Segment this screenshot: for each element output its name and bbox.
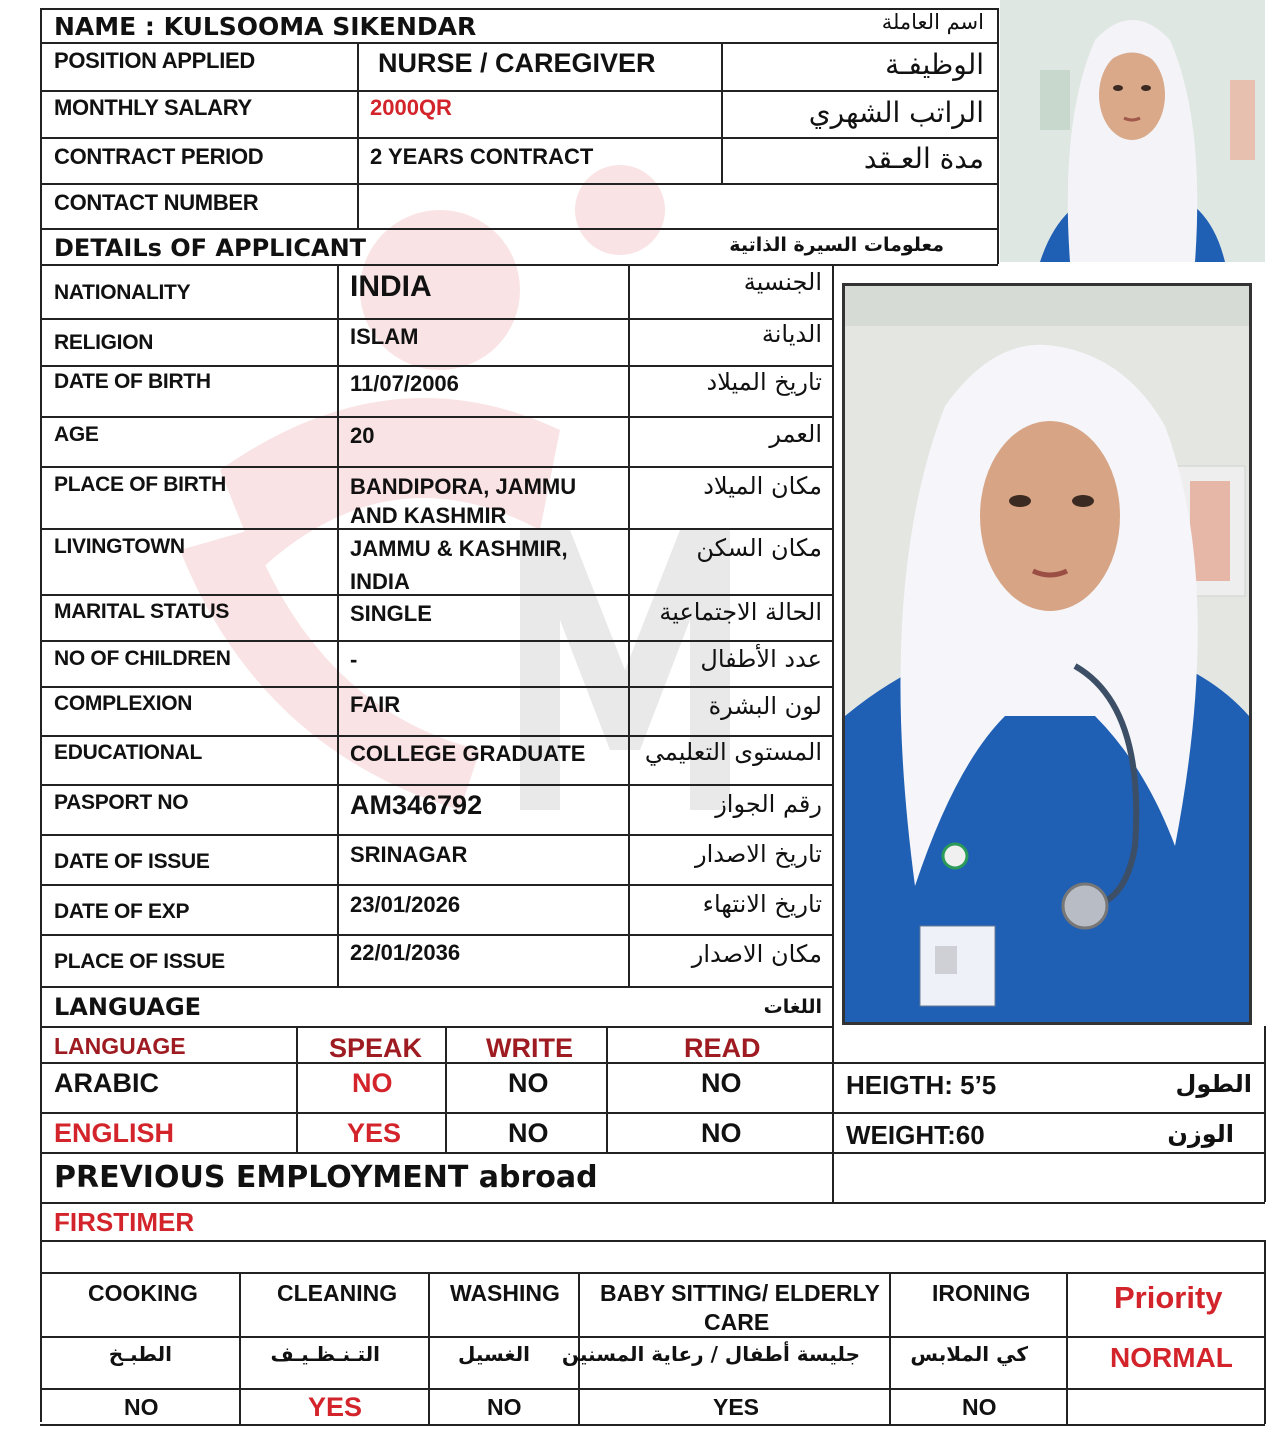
passport-value: AM346792: [350, 790, 483, 820]
marital-label: MARITAL STATUS: [54, 600, 230, 623]
position-label: POSITION APPLIED: [54, 48, 255, 73]
livingtown-value-line2: INDIA: [350, 569, 410, 594]
skill-header-washing: WASHING: [450, 1280, 560, 1306]
marital-value: SINGLE: [350, 601, 432, 626]
language-header-language: LANGUAGE: [54, 1033, 186, 1059]
priority-value: NORMAL: [1110, 1342, 1233, 1373]
portrait-photo-large: [842, 283, 1252, 1025]
skill-value-babysitting: YES: [713, 1394, 760, 1420]
language-header-speak: SPEAK: [329, 1033, 423, 1063]
exp-date-label: DATE OF EXP: [54, 900, 190, 923]
dob-ar: تاريخ الميلاد: [706, 368, 822, 396]
lang-english-speak: YES: [347, 1118, 402, 1148]
marital-ar: الحالة الاجتماعية: [659, 598, 822, 626]
issue-place-label: PLACE OF ISSUE: [54, 950, 225, 973]
lang-arabic: ARABIC: [54, 1068, 159, 1098]
language-header-write: WRITE: [486, 1033, 573, 1063]
pob-value-line1: BANDIPORA, JAMMU: [350, 474, 577, 499]
dob-label: DATE OF BIRTH: [54, 370, 211, 393]
lang-arabic-speak: NO: [352, 1068, 393, 1098]
language-title-ar: اللغات: [763, 996, 822, 1018]
skill-ar-cooking: الطبـخ: [108, 1342, 172, 1366]
exp-date-ar: تاريخ الانتهاء: [702, 890, 822, 918]
portrait-photo-small: [1000, 0, 1265, 262]
contact-label: CONTACT NUMBER: [54, 190, 259, 215]
children-label: NO OF CHILDREN: [54, 647, 231, 670]
complexion-value: FAIR: [350, 692, 401, 717]
religion-label: RELIGION: [54, 331, 154, 354]
skill-value-cooking: NO: [124, 1394, 159, 1420]
skill-ar-washing: الغسيل: [457, 1342, 530, 1366]
livingtown-label: LIVINGTOWN: [54, 535, 185, 558]
skill-ar-cleaning: التـنـظـيـف: [270, 1342, 380, 1366]
skill-value-cleaning: YES: [308, 1392, 363, 1422]
salary-label: MONTHLY SALARY: [54, 95, 252, 120]
employment-title: PREVIOUS EMPLOYMENT abroad: [54, 1160, 598, 1195]
livingtown-value-line1: JAMMU & KASHMIR,: [350, 536, 568, 561]
skill-ar-ironing: كي الملابس: [910, 1342, 1028, 1366]
children-ar: عدد الأطفال: [700, 645, 822, 673]
issue-date-ar: تاريخ الاصدار: [695, 840, 822, 868]
lang-english: ENGLISH: [54, 1118, 175, 1148]
skill-header-babysitting-line2: CARE: [704, 1309, 770, 1335]
height-ar: الطول: [1175, 1070, 1252, 1098]
language-header-read: READ: [684, 1033, 761, 1063]
employment-value: FIRSTIMER: [54, 1207, 195, 1237]
applicant-name: NAME : KULSOOMA SIKENDAR: [54, 12, 477, 41]
contract-label: CONTRACT PERIOD: [54, 144, 264, 169]
lang-english-write: NO: [508, 1118, 549, 1148]
livingtown-ar: مكان السكن: [696, 534, 822, 562]
age-value: 20: [350, 423, 375, 448]
children-value: -: [350, 647, 358, 672]
position-value: NURSE / CAREGIVER: [378, 48, 656, 78]
pob-label: PLACE OF BIRTH: [54, 473, 226, 496]
dob-value: 11/07/2006: [350, 371, 459, 396]
passport-label: PASPORT NO: [54, 791, 189, 814]
pob-value-line2: AND KASHMIR: [350, 503, 507, 528]
priority-label: Priority: [1114, 1280, 1223, 1315]
pob-ar: مكان الميلاد: [703, 472, 822, 500]
skill-header-babysitting: BABY SITTING/ ELDERLY: [600, 1280, 880, 1306]
position-ar: الوظيفـة: [885, 48, 984, 81]
nationality-value: INDIA: [350, 270, 432, 303]
applicant-name-ar: اسم العاملة: [881, 10, 984, 34]
complexion-ar: لون البشرة: [708, 692, 822, 720]
issue-date-label: DATE OF ISSUE: [54, 850, 210, 873]
lang-english-read: NO: [701, 1118, 742, 1148]
issue-date-value: SRINAGAR: [350, 842, 468, 867]
religion-value: ISLAM: [350, 324, 419, 349]
contract-ar: مدة العـقد: [863, 142, 984, 175]
education-value: COLLEGE GRADUATE: [350, 741, 586, 766]
exp-date-value: 23/01/2026: [350, 892, 461, 917]
age-ar: العمر: [769, 420, 822, 448]
skill-value-washing: NO: [487, 1394, 522, 1420]
weight-ar: الوزن: [1167, 1120, 1234, 1148]
height-value: HEIGTH: 5’5: [846, 1070, 997, 1100]
issue-place-ar: مكان الاصدار: [691, 940, 822, 968]
salary-ar: الراتب الشهري: [808, 96, 984, 129]
nationality-label: NATIONALITY: [54, 281, 191, 304]
skill-header-ironing: IRONING: [932, 1280, 1031, 1306]
skill-ar-babysitting: جليسة أطفال / رعاية المسنين: [561, 1342, 860, 1366]
nationality-ar: الجنسية: [743, 268, 822, 296]
complexion-label: COMPLEXION: [54, 692, 193, 715]
lang-arabic-write: NO: [508, 1068, 549, 1098]
skill-header-cooking: COOKING: [88, 1280, 198, 1306]
age-label: AGE: [54, 423, 99, 446]
skill-header-cleaning: CLEANING: [277, 1280, 398, 1306]
language-title: LANGUAGE: [54, 993, 202, 1021]
religion-ar: الديانة: [761, 320, 822, 348]
lang-arabic-read: NO: [701, 1068, 742, 1098]
weight-value: WEIGHT:60: [846, 1120, 985, 1150]
passport-ar: رقم الجواز: [715, 790, 822, 818]
details-title-ar: معلومات السيرة الذاتية: [729, 234, 944, 256]
education-label: EDUCATIONAL: [54, 741, 202, 764]
contract-value: 2 YEARS CONTRACT: [370, 144, 594, 169]
education-ar: المستوى التعليمي: [644, 738, 822, 766]
skill-value-ironing: NO: [962, 1394, 997, 1420]
details-title: DETAILs OF APPLICANT: [54, 234, 367, 262]
issue-place-value: 22/01/2036: [350, 940, 461, 965]
salary-value: 2000QR: [370, 95, 452, 120]
